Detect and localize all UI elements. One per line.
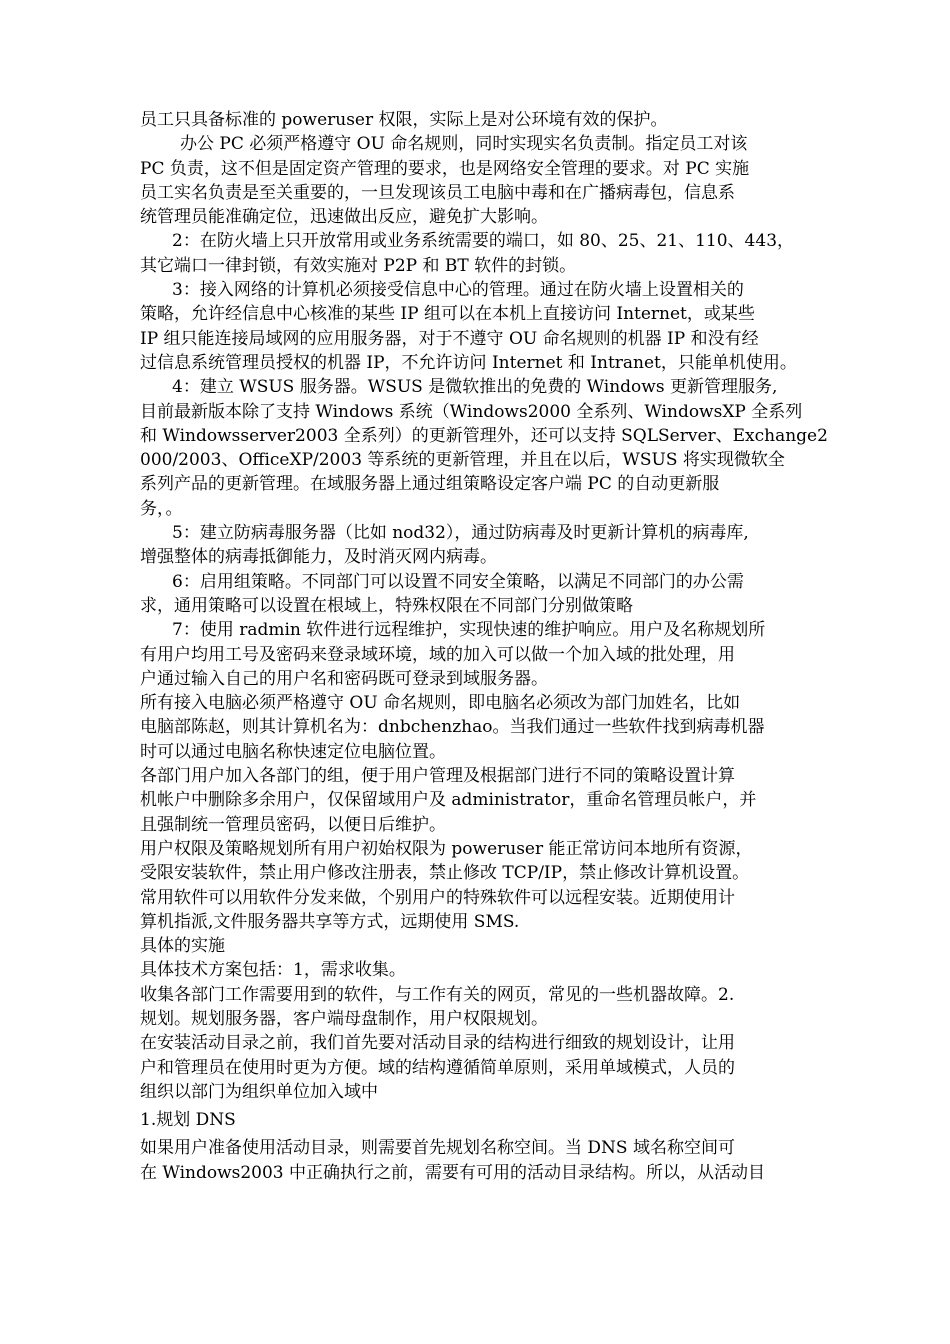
text-line: 策略，允许经信息中心核准的某些 IP 组可以在本机上直接访问 Internet，或某些 (140, 304, 755, 325)
text-line: 各部门用户加入各部门的组，便于用户管理及根据部门进行不同的策略设置计算 (140, 766, 735, 787)
text-line: 时可以通过电脑名称快速定位电脑位置。 (140, 741, 446, 762)
text-line: 受限安装软件，禁止用户修改注册表，禁止修改 TCP/IP，禁止修改计算机设置。 (140, 863, 750, 884)
text-line: 在安装活动目录之前，我们首先要对活动目录的结构进行细致的规划设计，让用 (140, 1033, 735, 1054)
text-line: 收集各部门工作需要用到的软件，与工作有关的网页，常见的一些机器故障。2. (140, 984, 735, 1005)
text-line: IP 组只能连接局域网的应用服务器，对于不遵守 OU 命名规则的机器 IP 和没有经 (140, 328, 759, 349)
text-line: 员工实名负责是至关重要的，一旦发现该员工电脑中毒和在广播病毒包，信息系 (140, 182, 735, 203)
text-line: 过信息系统管理员授权的机器 IP，不允许访问 Internet 和 Intranet，只能单机使用。 (140, 352, 797, 373)
document-body (140, 108, 830, 1185)
text-line: 6：启用组策略。不同部门可以设置不同安全策略，以满足不同部门的办公需 (172, 571, 744, 592)
text-line: 所有接入电脑必须严格遵守 OU 命名规则，即电脑名必须改为部门加姓名，比如 (140, 693, 741, 714)
text-line: 统管理员能准确定位，迅速做出反应，避免扩大影响。 (140, 207, 548, 228)
text-line: 具体技术方案包括：1，需求收集。 (140, 960, 406, 981)
text-line: 机帐户中删除多余用户，仅保留域用户及 administrator，重命名管理员帐户，并 (140, 790, 757, 811)
text-line: 在 Windows2003 中正确执行之前，需要有可用的活动目录结构。所以，从活动目 (140, 1162, 766, 1183)
text-line: 常用软件可以用软件分发来做，个别用户的特殊软件可以远程安装。近期使用计 (140, 887, 735, 908)
text-line: 电脑部陈赵，则其计算机名为：dnbchenzhao。当我们通过一些软件找到病毒机器 (140, 717, 765, 738)
text-line: 4：建立 WSUS 服务器。WSUS 是微软推出的免费的 Windows 更新管理服务, (172, 377, 778, 398)
text-line: 员工只具备标准的 poweruser 权限，实际上是对公环境有效的保护。 (140, 110, 668, 130)
text-line: 其它端口一律封锁，有效实施对 P2P 和 BT 软件的封锁。 (140, 255, 577, 276)
text-line: 算机指派,文件服务器共享等方式，远期使用 SMS. (140, 911, 520, 932)
text-line: 用户权限及策略规划所有用户初始权限为 poweruser 能正常访问本地所有资源， (140, 838, 753, 859)
text-line: 000/2003、OfficeXP/2003 等系统的更新管理，并且在以后，WSUS 将实现微软全 (140, 450, 785, 471)
text-line: 规划。规划服务器，客户端母盘制作，用户权限规划。 (140, 1008, 548, 1029)
text-line: 办公 PC 必须严格遵守 OU 命名规则，同时实现实名负责制。指定员工对该 (180, 134, 748, 155)
text-line: 3：接入网络的计算机必须接受信息中心的管理。通过在防火墙上设置相关的 (172, 280, 744, 301)
text-line: 5：建立防病毒服务器（比如 nod32），通过防病毒及时更新计算机的病毒库, (172, 523, 749, 544)
text-line: PC 负责，这不但是固定资产管理的要求，也是网络安全管理的要求。对 PC 实施 (140, 158, 750, 179)
text-line: 且强制统一管理员密码，以便日后维护。 (140, 814, 446, 835)
text-line: 和 Windowsserver2003 全系列）的更新管理外，还可以支持 SQLServer、Exchange2 (140, 425, 828, 446)
text-line: 7：使用 radmin 软件进行远程维护，实现快速的维护响应。用户及名称规划所 (172, 620, 766, 641)
text-line: 户和管理员在使用时更为方便。域的结构遵循简单原则，采用单域模式，人员的 (140, 1057, 735, 1078)
text-line: 2：在防火墙上只开放常用或业务系统需要的端口，如 80、25、21、110、443， (172, 231, 795, 252)
text-line: 求，通用策略可以设置在根域上，特殊权限在不同部门分别做策略 (140, 595, 633, 616)
section-heading: 具体的实施 (140, 936, 225, 957)
text-line: 目前最新版本除了支持 Windows 系统（Windows2000 全系列、WindowsXP 全系列 (140, 401, 803, 422)
section-heading: 1.规划 DNS (140, 1110, 236, 1131)
text-line: 如果用户准备使用活动目录，则需要首先规划名称空间。当 DNS 域名称空间可 (140, 1138, 735, 1159)
text-line: 系列产品的更新管理。在域服务器上通过组策略设定客户端 PC 的自动更新服 (140, 474, 720, 495)
text-line: 组织以部门为组织单位加入域中 (140, 1081, 378, 1102)
text-line: 务，。 (140, 498, 183, 519)
text-line: 增强整体的病毒抵御能力，及时消灭网内病毒。 (140, 547, 497, 568)
text-line: 有用户均用工号及密码来登录域环境，域的加入可以做一个加入域的批处理，用 (140, 644, 735, 665)
text-line: 户通过输入自己的用户名和密码既可登录到域服务器。 (140, 668, 548, 689)
